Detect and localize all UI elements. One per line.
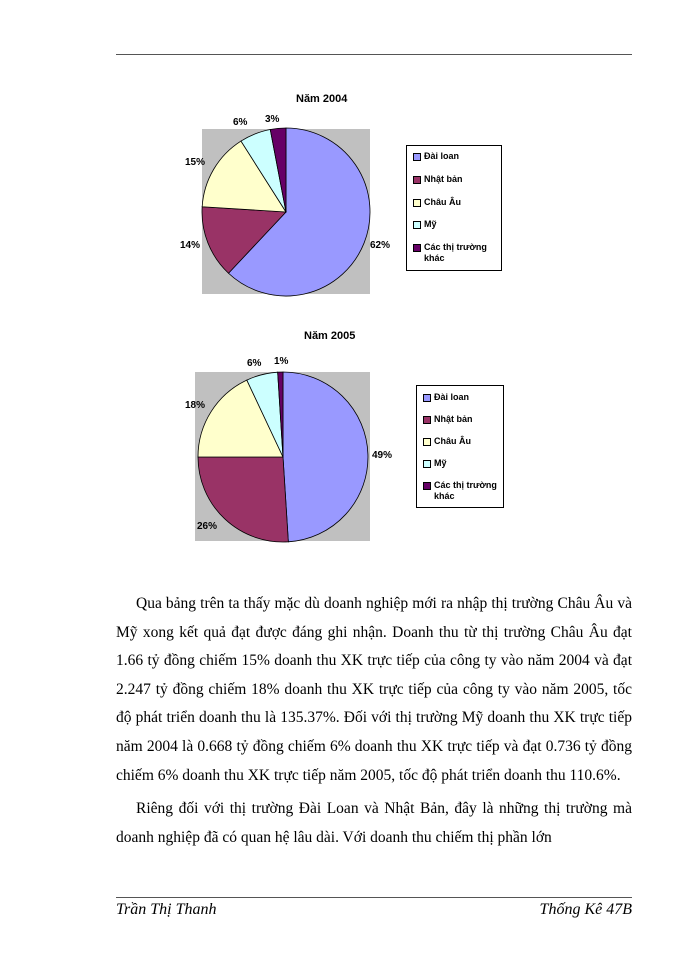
data-label-my: 6% <box>233 117 248 128</box>
legend-label: Các thị trường khác <box>424 242 487 263</box>
slice-dai-loan <box>283 372 368 542</box>
chart-title: Năm 2004 <box>296 93 348 105</box>
legend-swatch <box>423 482 431 490</box>
legend-label: Mỹ <box>424 219 437 229</box>
data-label-khac: 1% <box>274 356 289 367</box>
legend-item <box>423 414 473 425</box>
data-label-chau-au: 18% <box>185 400 206 411</box>
legend-label: Nhật bản <box>424 174 463 184</box>
legend-item <box>423 480 497 502</box>
legend-label: Châu Âu <box>424 197 461 207</box>
legend-label: Mỹ <box>434 458 447 468</box>
legend-item <box>423 392 469 403</box>
legend-label: Nhật bản <box>434 414 473 424</box>
chart-legend <box>416 385 504 508</box>
data-label-nhat-ban: 14% <box>180 240 201 251</box>
legend-item <box>423 458 447 469</box>
legend-label: Đài loan <box>424 151 460 161</box>
footer-author: Trần Thị Thanh <box>116 901 217 918</box>
legend-swatch <box>423 394 431 402</box>
data-label-dai-loan: 62% <box>370 240 391 251</box>
legend-label: Các thị trường khác <box>434 480 497 501</box>
legend-item <box>423 436 471 447</box>
legend-label: Đài loan <box>434 392 470 402</box>
data-label-khac: 3% <box>265 114 280 125</box>
paragraph: Riêng đối với thị trường Đài Loan và Nhật Bản, đây là những thị trường mà doanh nghiệp đã có quan hệ lâu dài. Với doanh thu chiếm thị phần lớn <box>116 800 632 846</box>
paragraph: Qua bảng trên ta thấy mặc dù doanh nghiệp mới ra nhập thị trường Châu Âu và Mỹ xong kết quả đạt được đáng ghi nhận. Doanh thu từ thị trường Châu Âu đạt 1.66 tỷ đồng chiếm 15% doanh thu XK trực tiếp của công ty vào năm 2004 và đạt 2.247 tỷ đồng chiếm 18% doanh thu XK trực tiếp của công ty vào năm 2005, tốc độ phát triển doanh thu là 135.37%. Đối với thị trường Mỹ doanh thu XK trực tiếp năm 2004 là 0.668 tỷ đồng chiếm 6% doanh thu XK trực tiếp và đạt 0.736 tỷ đồng chiếm 6% doanh thu XK trực tiếp năm 2005, tốc độ phát triển doanh thu 110.6%. <box>116 595 632 784</box>
footer-rule <box>116 897 632 898</box>
chart-title: Năm 2005 <box>304 330 356 342</box>
legend-label: Châu Âu <box>434 436 471 446</box>
legend-swatch <box>423 460 431 468</box>
legend-swatch <box>423 438 431 446</box>
data-label-my: 6% <box>247 358 262 369</box>
data-label-dai-loan: 49% <box>372 450 393 461</box>
legend-swatch <box>423 416 431 424</box>
body-text <box>116 590 632 852</box>
footer-class: Thống Kê 47B <box>539 901 632 918</box>
data-label-chau-au: 15% <box>185 157 206 168</box>
data-label-nhat-ban: 26% <box>197 521 218 532</box>
